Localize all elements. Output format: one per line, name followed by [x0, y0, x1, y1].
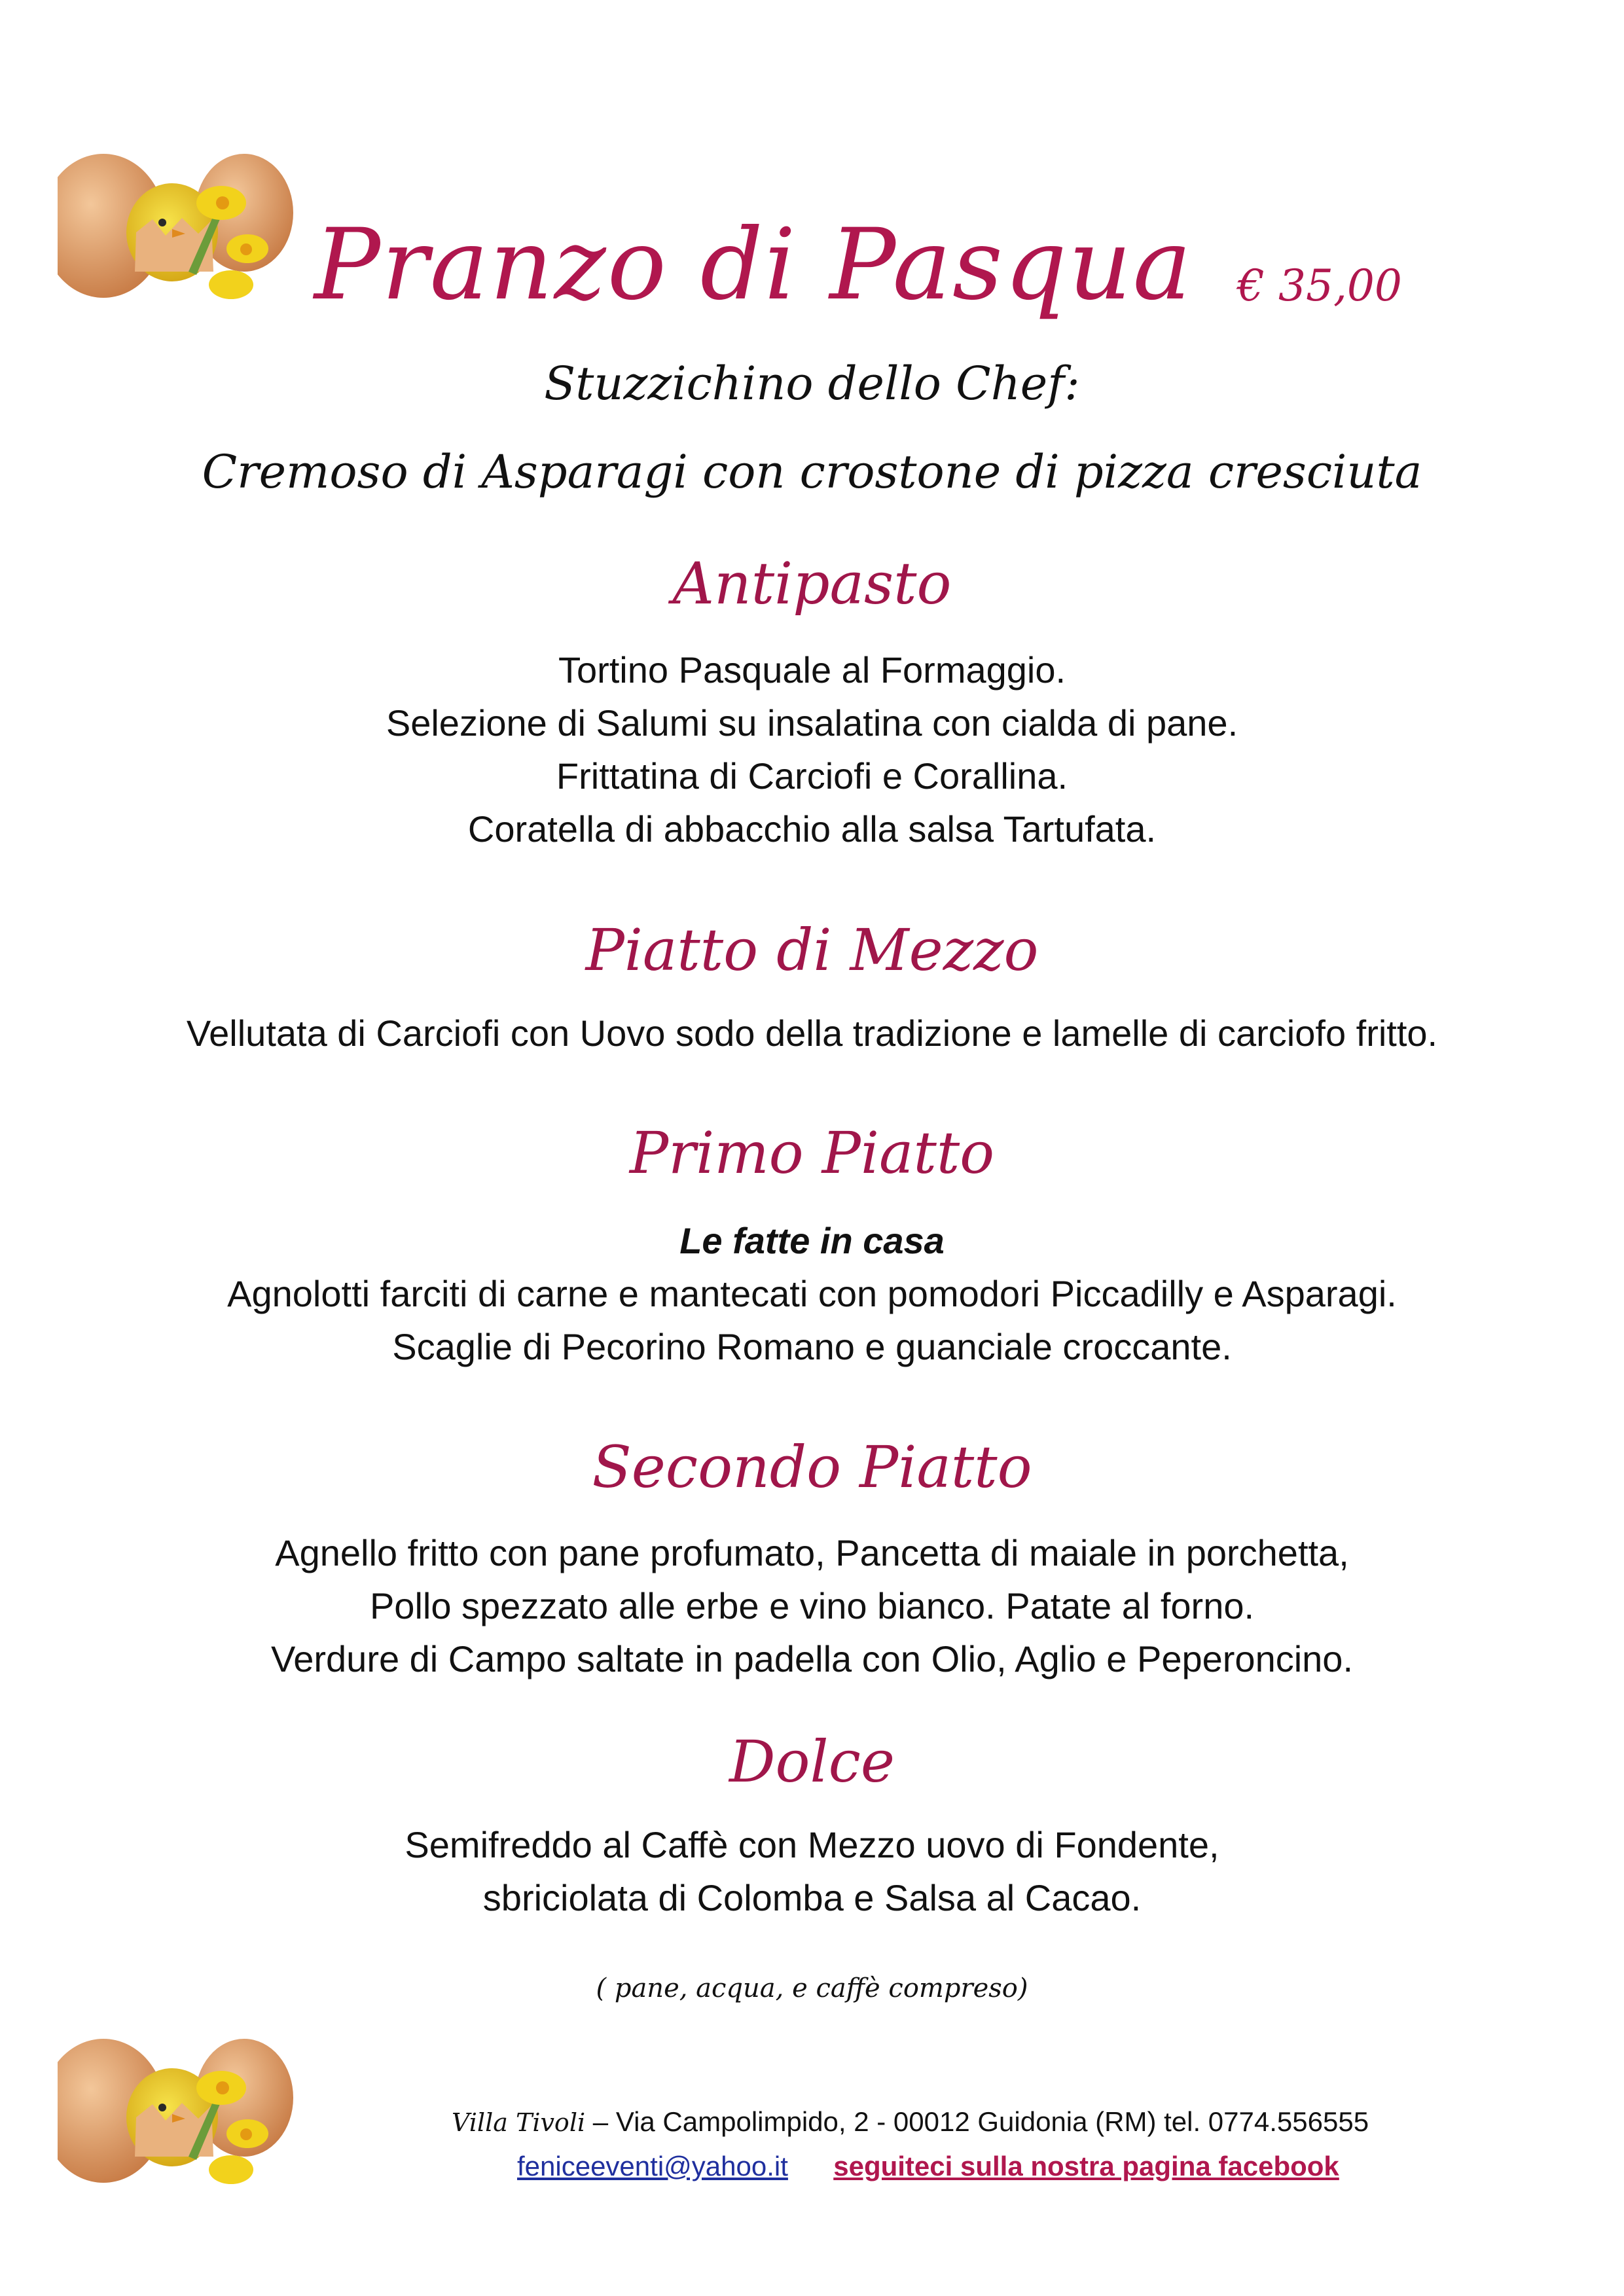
facebook-link[interactable]: seguiteci sulla nostra pagina facebook: [833, 2151, 1339, 2181]
menu-item: Scaglie di Pecorino Romano e guanciale croccante.: [392, 1326, 1232, 1367]
easter-chick-image: [58, 134, 319, 317]
menu-item: Pollo spezzato alle erbe e vino bianco. Patate al forno.: [369, 1585, 1255, 1626]
section-title-primo: Primo Piatto: [629, 1119, 995, 1187]
dolce-items: [0, 1818, 1624, 1924]
mezzo-items: [0, 1007, 1624, 1060]
section-title-antipasto: Antipasto: [672, 550, 952, 617]
venue-address: – Via Campolimpido, 2 - 00012 Guidonia (RM) tel. 0774.556555: [585, 2106, 1369, 2137]
menu-item: Coratella di abbacchio alla salsa Tartufata.: [467, 808, 1157, 850]
menu-price: € 35,00: [1237, 260, 1402, 311]
easter-chick-image: [58, 2019, 319, 2202]
menu-item: Vellutata di Carciofi con Uovo sodo della tradizione e lamelle di carciofo fritto.: [186, 1013, 1438, 1054]
footer-links: [517, 2151, 1339, 2182]
menu-item: Semifreddo al Caffè con Mezzo uovo di Fondente,: [405, 1824, 1219, 1865]
footer-address-line: [452, 2106, 1369, 2138]
email-link[interactable]: feniceeventi@yahoo.it: [517, 2151, 788, 2181]
section-title-dolce: Dolce: [729, 1728, 895, 1795]
included-note: ( pane, acqua, e caffè compreso): [596, 1973, 1028, 2003]
menu-title: Pranzo di Pasqua: [314, 208, 1193, 322]
menu-item: sbriciolata di Colomba e Salsa al Cacao.: [482, 1877, 1142, 1918]
menu-item: Agnolotti farciti di carne e mantecati con pomodori Piccadilly e Asparagi.: [227, 1273, 1397, 1314]
section-title-mezzo: Piatto di Mezzo: [585, 916, 1039, 984]
antipasto-items: [0, 643, 1624, 855]
chef-dish: Cremoso di Asparagi con crostone di pizza cresciuta: [202, 445, 1422, 499]
menu-item: Tortino Pasquale al Formaggio.: [558, 649, 1066, 691]
menu-item: Selezione di Salumi su insalatina con cialda di pane.: [386, 702, 1238, 744]
menu-item: Verdure di Campo saltate in padella con Olio, Aglio e Peperoncino.: [270, 1638, 1354, 1679]
primo-subtitle: Le fatte in casa: [679, 1220, 945, 1261]
menu-item: Agnello fritto con pane profumato, Pancetta di maiale in porchetta,: [275, 1532, 1349, 1573]
venue-name: Villa Tivoli: [452, 2108, 586, 2137]
chef-heading: Stuzzichino dello Chef:: [544, 357, 1080, 410]
primo-items: [0, 1214, 1624, 1373]
secondo-items: [0, 1526, 1624, 1685]
menu-item: Frittatina di Carciofi e Corallina.: [556, 755, 1068, 797]
section-title-secondo: Secondo Piatto: [592, 1433, 1032, 1501]
